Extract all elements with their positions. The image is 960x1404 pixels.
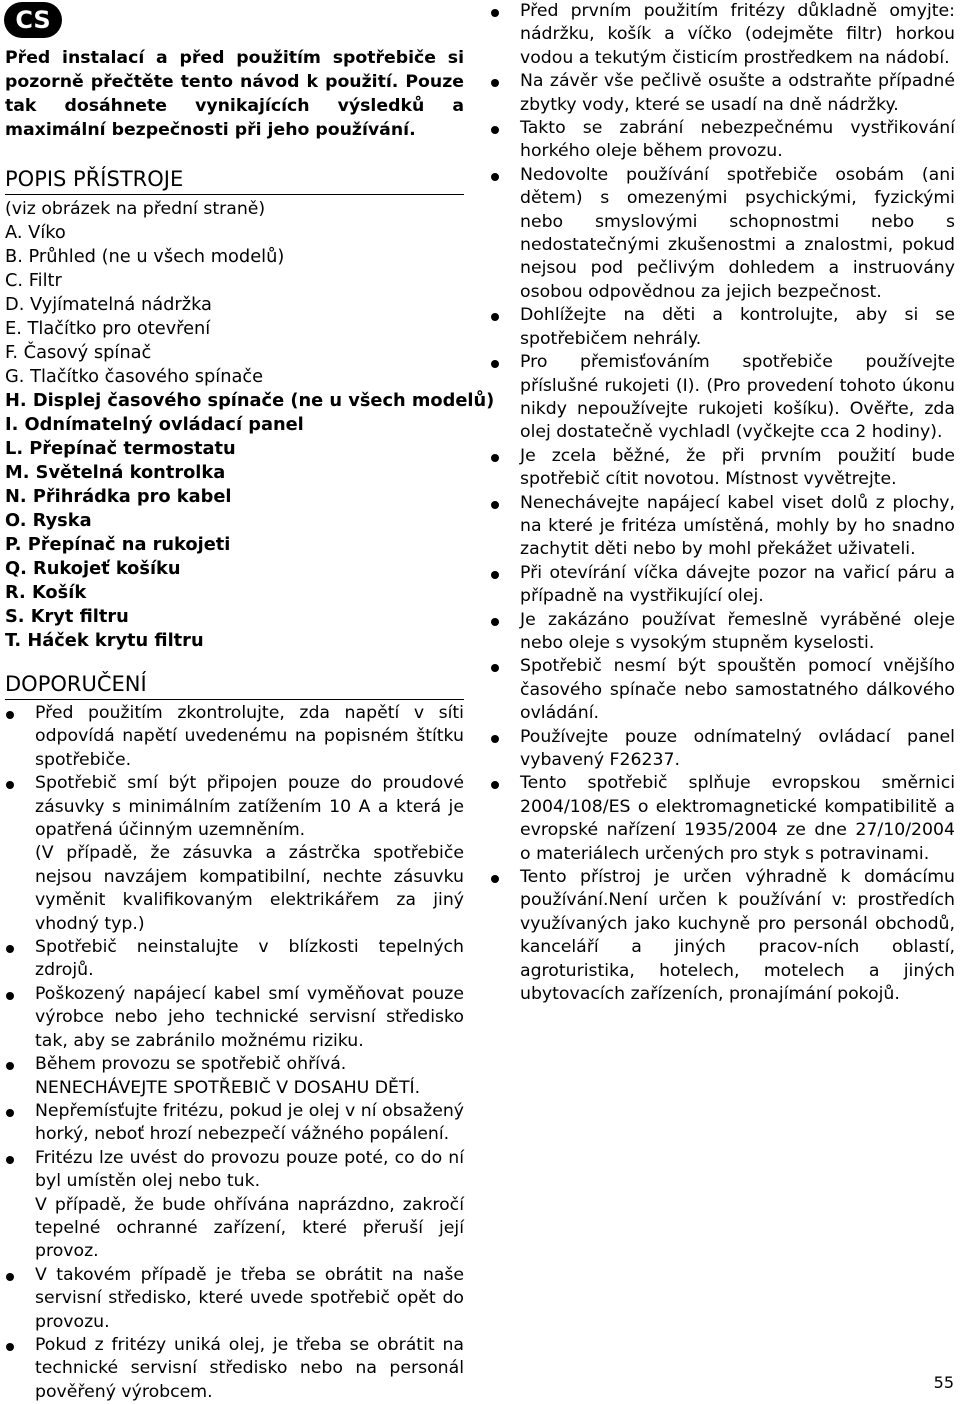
bullet-text: Spotřebič smí být připojen pouze do proudové zásuvky s minimálním zatížením 10 A a která je opatřená účinným uzemněním. — [35, 773, 464, 841]
description-heading: POPIS PŘÍSTROJE — [5, 166, 464, 195]
part-item: C. Filtr — [5, 270, 62, 291]
bullet-item — [490, 304, 955, 351]
bullet-item — [5, 702, 464, 772]
left-column — [5, 46, 495, 1404]
bullet-item — [490, 866, 955, 1006]
part-item: G. Tlačítko časového spínače — [5, 366, 264, 387]
bullet-item — [490, 0, 955, 70]
bullet-item — [5, 1334, 464, 1404]
bullet-text: V takovém případě je třeba se obrátit na naše servisní středisko, které uvede spotřebič opět do provozu. — [35, 1264, 464, 1332]
part-item: N. Přihrádka pro kabel — [5, 486, 232, 507]
bullet-text: NENECHÁVEJTE SPOTŘEBIČ V DOSAHU DĚTÍ. — [35, 1077, 421, 1098]
bullet-item — [5, 1147, 464, 1264]
bullet-text: Poškozený napájecí kabel smí vyměňovat pouze výrobce nebo jeho technické servisní středisko tak, aby se zabránilo možnému riziku. — [35, 983, 464, 1051]
bullet-item — [490, 70, 955, 117]
bullet-item — [5, 1264, 464, 1334]
bullet-text: Pro přemisťováním spotřebiče používejte příslušné rukojeti (I). (Pro provedení tohoto úkonu nikdy nepoužívejte rukojeti košíku). Ověřte, zda olej dostatečně vychladl (vyčkejte cca 2 hodiny). — [520, 352, 955, 443]
bullet-text: Tento spotřebič splňuje evropskou směrnici 2004/108/ES o elektromagnetické kompatibilitě a evropské nařízení 1935/2004 ze dne 27/10/2004 o materiálech určených pro styk s potravinami. — [520, 773, 955, 864]
bullet-text: Tento přístroj je určen výhradně k domácímu používání.Není určen k používání v: prostředích využívaných jako kuchyně pro personál obchodů, kanceláří a jiných pracov-ních oblastí, agroturistika, hotelech, motelech a jiných ubytovacích zařízeních, pronajímání pokojů. — [520, 867, 955, 1005]
part-item: D. Vyjímatelná nádržka — [5, 294, 212, 315]
parts-list — [5, 221, 495, 653]
bullet-text: Nedovolte používání spotřebiče osobám (ani dětem) s omezenými psychickými, fyzickými nebo smyslovými schopnostmi nebo s nedostatečnými zkušenostmi a znalostmi, pokud nejsou pod pečlivým dohledem a instruovány osobou odpovědnou za jejich bezpečnost. — [520, 164, 955, 302]
bullet-text: Takto se zabrání nebezpečnému vystřikování horkého oleje během provozu. — [520, 118, 955, 162]
bullet-text: Nenechávejte napájecí kabel viset dolů z plochy, na které je fritéza umístěná, mohly by ho snadno zachytit děti nebo by mohl překážet uživateli. — [520, 492, 955, 560]
bullet-item — [490, 655, 955, 725]
bullet-item — [5, 1053, 464, 1100]
bullet-text: Je zcela běžné, že při prvním použití bude spotřebič cítit novotou. Místnost vyvětrejte. — [520, 445, 955, 490]
right-column — [490, 0, 955, 1006]
bullet-text: Dohlížejte na děti a kontrolujte, aby si se spotřebičem nehrály. — [520, 305, 955, 349]
bullet-text: Před prvním použitím fritézy důkladně omyjte: nádržku, košík a víčko (odejměte filtr) horkou vodou a tekutým čisticím prostředkem na nádobí. — [520, 1, 955, 68]
part-item: S. Kryt filtru — [5, 606, 129, 627]
bullet-text: (V případě, že zásuvka a zástrčka spotřebiče nejsou navzájem kompatibilní, nechte zásuvku vyměnit kvalifikovaným elektrikářem za jiný vhodný typ.) — [35, 843, 464, 934]
part-item: A. Víko — [5, 222, 66, 243]
recommendations-heading: DOPORUČENÍ — [5, 671, 464, 700]
bullet-item — [490, 351, 955, 445]
bullet-item — [490, 609, 955, 656]
bullet-item — [490, 726, 955, 773]
bullet-item — [490, 772, 955, 866]
part-item: R. Košík — [5, 582, 87, 603]
bullet-item — [490, 492, 955, 562]
part-item: T. Háček krytu filtru — [5, 630, 204, 651]
bullet-item — [490, 445, 955, 492]
bullet-text: Spotřebič nesmí být spouštěn pomocí vnějšího časového spínače nebo samostatného dálkového ovládání. — [520, 656, 955, 724]
bullet-item — [5, 983, 464, 1053]
bullet-text: Před použitím zkontrolujte, zda napětí v síti odpovídá napětí uvedenému na popisném štítku spotřebiče. — [35, 703, 464, 770]
recommendations-list-left — [5, 702, 464, 1404]
bullet-item — [490, 117, 955, 164]
bullet-item — [5, 936, 464, 983]
bullet-text: Pokud z fritézy uniká olej, je třeba se obrátit na technické servisní středisko nebo na personál pověřený výrobcem. — [35, 1334, 464, 1402]
recommendations-list-right — [490, 0, 955, 1006]
see-note: (viz obrázek na přední straně) — [5, 199, 266, 219]
part-item: M. Světelná kontrolka — [5, 462, 226, 483]
language-badge: CS — [4, 2, 62, 38]
bullet-text: Během provozu se spotřebič ohřívá. — [35, 1054, 347, 1075]
bullet-text: Spotřebič neinstalujte v blízkosti tepelných zdrojů. — [35, 937, 464, 981]
intro-paragraph: Před instalací a před použitím spotřebiče si pozorně přečtěte tento návod k použití. Pouze tak dosáhnete vynikajících výsledků a maximální bezpečnosti při jeho používání. — [5, 48, 464, 140]
part-item: P. Přepínač na rukojeti — [5, 534, 231, 555]
part-item: Q. Rukojeť košíku — [5, 558, 181, 579]
part-item: F. Časový spínač — [5, 342, 152, 363]
bullet-text: Při otevírání víčka dávejte pozor na vařicí páru a případně na vystřikující olej. — [520, 562, 955, 607]
part-item: B. Průhled (ne u všech modelů) — [5, 246, 285, 267]
part-item: H. Displej časového spínače (ne u všech modelů) — [5, 390, 495, 411]
part-item: O. Ryska — [5, 510, 92, 531]
bullet-text: Nepřemísťujte fritézu, pokud je olej v ní obsažený horký, neboť hrozí nebezpečí vážného popálení. — [35, 1100, 465, 1145]
bullet-item — [5, 772, 464, 936]
bullet-text: Je zakázáno používat řemeslně vyráběné oleje nebo oleje s vysokým stupněm kyselosti. — [520, 609, 955, 653]
bullet-text: Fritézu lze uvést do provozu pouze poté, co do ní byl umístěn olej nebo tuk. — [35, 1147, 464, 1192]
part-item: L. Přepínač termostatu — [5, 438, 236, 459]
part-item: E. Tlačítko pro otevření — [5, 318, 211, 339]
bullet-text: Na závěr vše pečlivě osušte a odstraňte případné zbytky vody, které se usadí na dně nádržky. — [520, 71, 955, 115]
bullet-text: V případě, že bude ohřívána naprázdno, zakročí tepelné ochranné zařízení, které přeruší její provoz. — [35, 1194, 464, 1262]
bullet-text: Používejte pouze odnímatelný ovládací panel vybavený F26237. — [520, 726, 955, 770]
page-number: 55 — [933, 1373, 954, 1392]
bullet-item — [490, 164, 955, 304]
bullet-item — [5, 1100, 464, 1147]
part-item: I. Odnímatelný ovládací panel — [5, 414, 304, 435]
bullet-item — [490, 562, 955, 609]
